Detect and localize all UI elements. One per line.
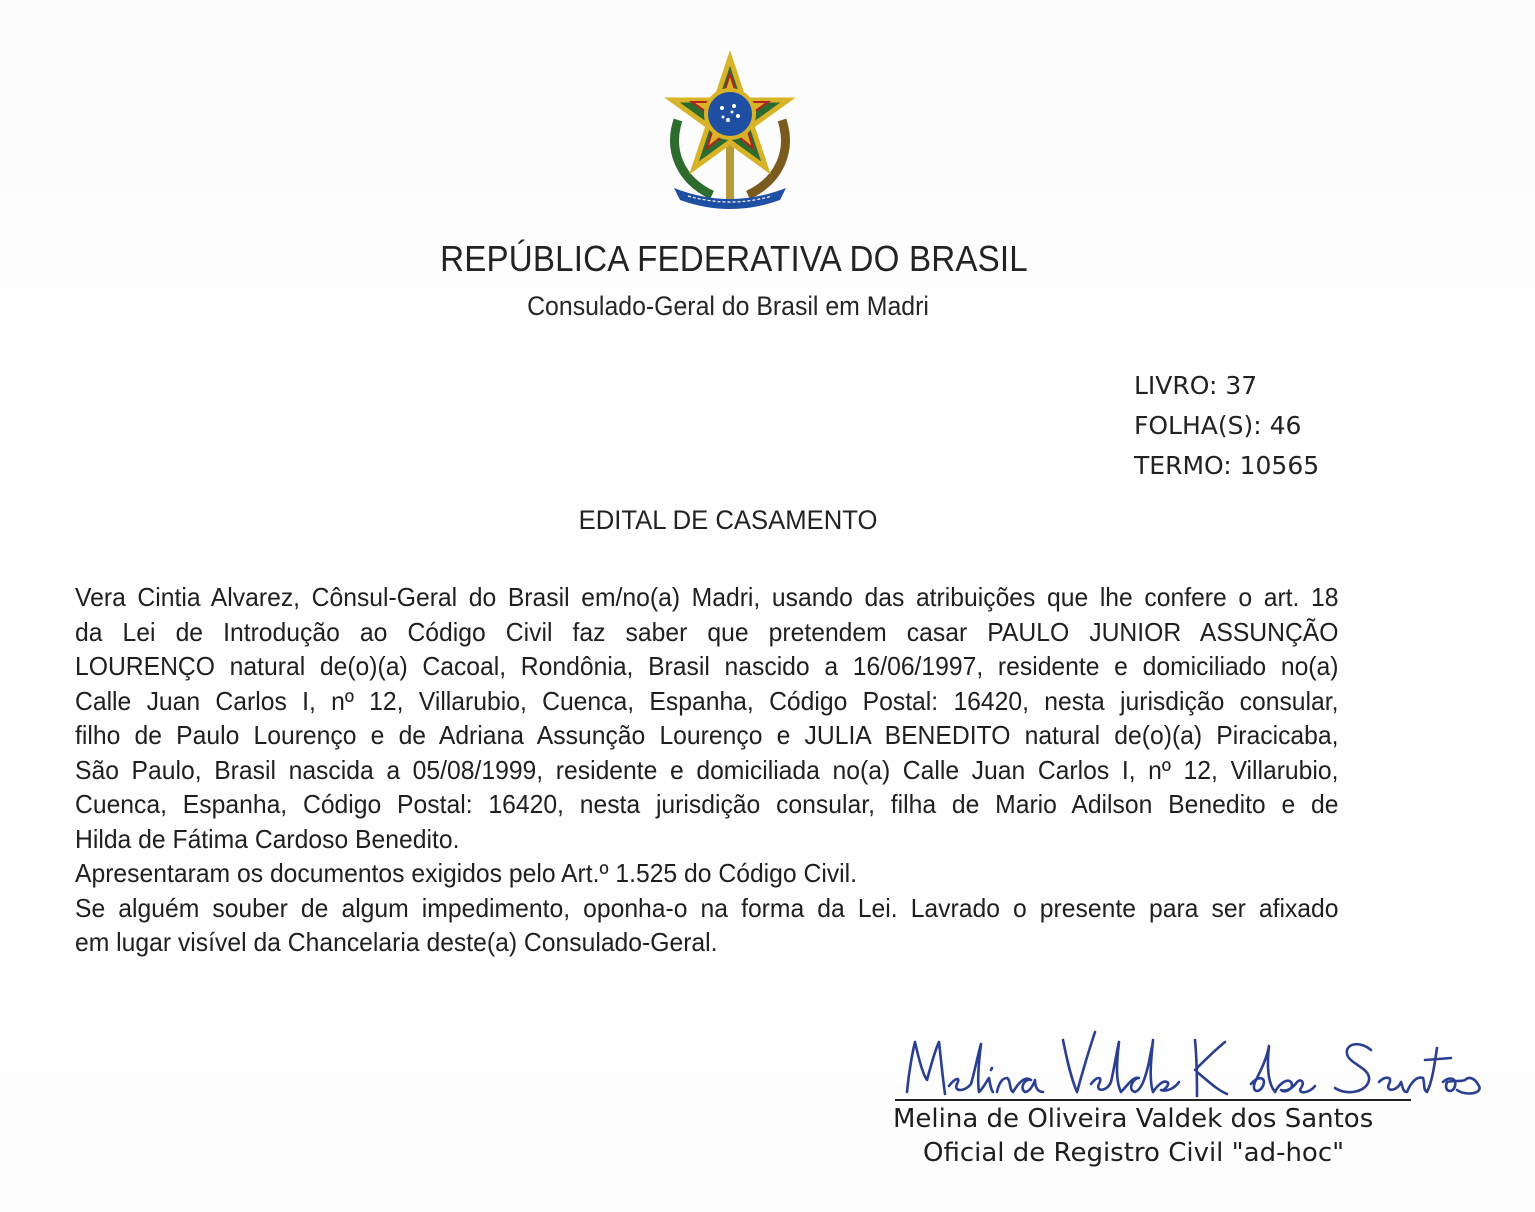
body-line: Cuenca, Espanha, Código Postal: 16420, nesta jurisdição consular, filha de Mario Adilson Benedito e de [75,789,1339,819]
registry-termo: TERMO: 10565 [1134,451,1320,480]
document-title: EDITAL DE CASAMENTO [578,505,878,535]
registry-folha: FOLHA(S): 46 [1134,411,1302,440]
handwritten-signature [895,1020,1505,1110]
body-line: da Lei de Introdução ao Código Civil faz saber que pretendem casar PAULO JUNIOR ASSUNÇÃO [75,616,1339,647]
body-line: Hilda de Fátima Cardoso Benedito. [75,823,460,854]
body-line: São Paulo, Brasil nascida a 05/08/1999, residente e domiciliada no(a) Calle Juan Carlos I, nº 12, Villarubio, [75,754,1339,785]
signer-name: Melina de Oliveira Valdek dos Santos [893,1104,1374,1134]
body-line: filho de Paulo Lourenço e de Adriana Assunção Lourenço e JULIA BENEDITO natural de(o)(a) Piracicaba, [75,720,1339,750]
body-line: Calle Juan Carlos I, nº 12, Villarubio, Cuenca, Espanha, Código Postal: 16420, nesta jurisdição consular, [75,685,1339,716]
body-line: em lugar visível da Chancelaria deste(a) Consulado-Geral. [75,927,718,957]
body-line: Se alguém souber de algum impedimento, oponha-o na forma da Lei. Lavrado o presente para ser afixado [75,892,1339,923]
edital-body [75,580,1405,960]
consulate-subtitle: Consulado-Geral do Brasil em Madri [527,291,929,321]
body-line: Vera Cintia Alvarez, Cônsul-Geral do Brasil em/no(a) Madri, usando das atribuições que lhe confere o art. 18 [75,582,1339,612]
signer-role: Oficial de Registro Civil "ad-hoc" [923,1138,1345,1168]
coat-of-arms-icon [660,50,800,210]
body-line: LOURENÇO natural de(o)(a) Cacoal, Rondônia, Brasil nascido a 16/06/1997, residente e domiciliado no(a) [75,651,1339,681]
body-line: Apresentaram os documentos exigidos pelo Art.º 1.525 do Código Civil. [75,858,858,888]
page-title: REPÚBLICA FEDERATIVA DO BRASIL [440,238,1028,279]
signature-line [895,1099,1411,1101]
registry-block [1134,366,1319,486]
registry-livro: LIVRO: 37 [1134,371,1258,400]
